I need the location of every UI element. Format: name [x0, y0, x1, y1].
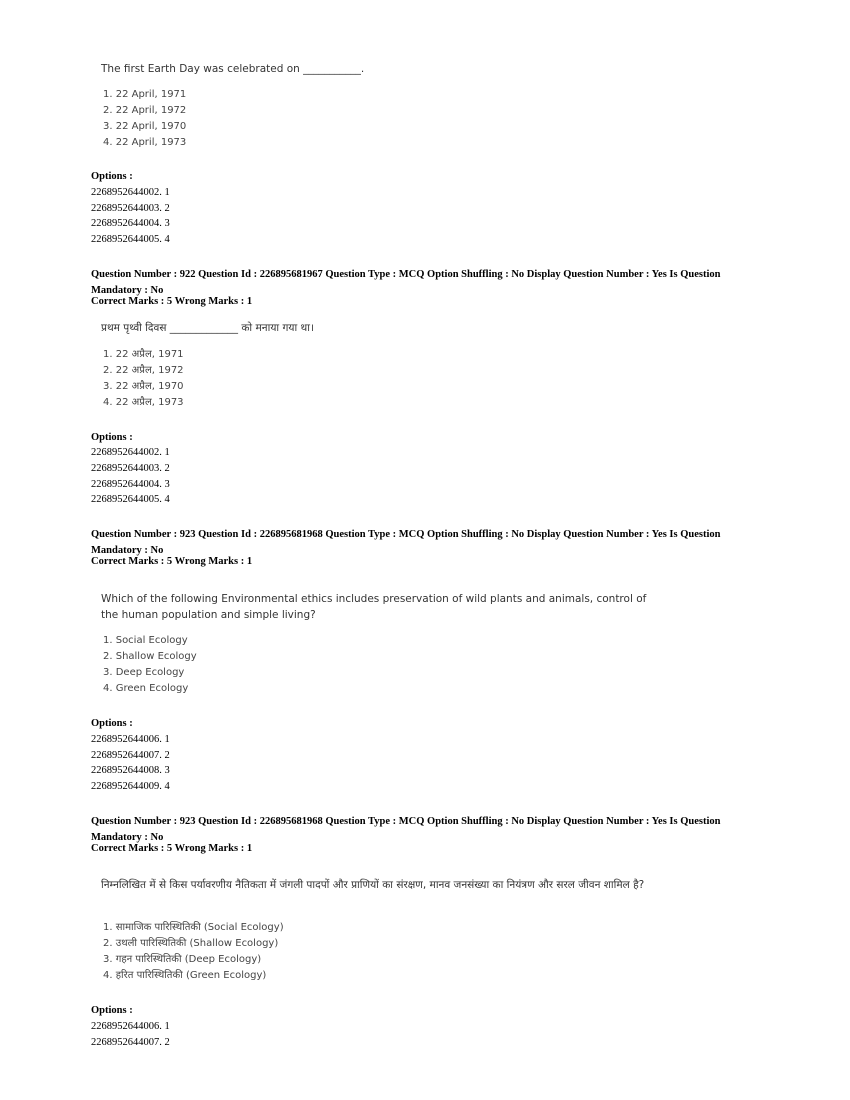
option-id: 2268952644004. 3 — [91, 479, 170, 490]
question-text: The first Earth Day was celebrated on ___________. — [101, 63, 365, 75]
option-id: 2268952644007. 2 — [91, 1037, 170, 1048]
option-id: 2268952644008. 3 — [91, 765, 170, 776]
option-id: 2268952644002. 1 — [91, 187, 170, 198]
option-id: 2268952644007. 2 — [91, 750, 170, 761]
option-id: 2268952644006. 1 — [91, 1021, 170, 1032]
choice-item: 4. 22 April, 1973 — [103, 137, 187, 148]
answer-choices — [103, 347, 184, 411]
marks-line: Correct Marks : 5 Wrong Marks : 1 — [91, 556, 253, 567]
question-meta: Question Number : 923 Question Id : 226895681968 Question Type : MCQ Option Shuffling : No Display Question Number : Yes Is Question Mandatory : No — [91, 529, 721, 556]
question-meta: Question Number : 923 Question Id : 226895681968 Question Type : MCQ Option Shuffling : No Display Question Number : Yes Is Question Mandatory : No — [91, 816, 721, 843]
question-text: निम्नलिखित में से किस पर्यावरणीय नैतिकता में जंगली पादपों और प्राणियों का संरक्षण, मानव जनसंख्या का नियंत्रण और सरल जीवन शामिल है? — [101, 879, 645, 891]
option-id: 2268952644005. 4 — [91, 494, 170, 505]
choice-item: 4. हरित पारिस्थितिकी (Green Ecology) — [103, 970, 267, 981]
question-text: प्रथम पृथ्वी दिवस _____________ को मनाया गया था। — [101, 322, 314, 334]
choice-item: 2. 22 अप्रैल, 1972 — [103, 365, 184, 376]
option-id: 2268952644009. 4 — [91, 781, 170, 792]
choice-item: 3. 22 अप्रैल, 1970 — [103, 381, 184, 392]
question-text: Which of the following Environmental ethics includes preservation of wild plants and animals, control of the human population and simple living? — [101, 593, 647, 621]
options-label: Options : — [91, 1005, 133, 1016]
option-id: 2268952644005. 4 — [91, 234, 170, 245]
choice-item: 3. Deep Ecology — [103, 667, 185, 678]
choice-item: 1. सामाजिक पारिस्थितिकी (Social Ecology) — [103, 922, 284, 933]
choice-item: 3. गहन पारिस्थितिकी (Deep Ecology) — [103, 954, 262, 965]
answer-choices — [103, 920, 284, 984]
choice-item: 2. उथली पारिस्थितिकी (Shallow Ecology) — [103, 938, 279, 949]
marks-line: Correct Marks : 5 Wrong Marks : 1 — [91, 296, 253, 307]
choice-item: 4. 22 अप्रैल, 1973 — [103, 397, 184, 408]
answer-choices — [103, 87, 186, 151]
choice-item: 1. Social Ecology — [103, 635, 188, 646]
choice-item: 2. 22 April, 1972 — [103, 105, 187, 116]
choice-item: 3. 22 April, 1970 — [103, 121, 187, 132]
question-meta: Question Number : 922 Question Id : 226895681967 Question Type : MCQ Option Shuffling : No Display Question Number : Yes Is Question Mandatory : No — [91, 269, 721, 296]
marks-line: Correct Marks : 5 Wrong Marks : 1 — [91, 843, 253, 854]
options-label: Options : — [91, 432, 133, 443]
choice-item: 1. 22 April, 1971 — [103, 89, 187, 100]
option-id: 2268952644003. 2 — [91, 203, 170, 214]
choice-item: 2. Shallow Ecology — [103, 651, 197, 662]
choice-item: 4. Green Ecology — [103, 683, 189, 694]
option-id: 2268952644004. 3 — [91, 218, 170, 229]
option-id: 2268952644003. 2 — [91, 463, 170, 474]
answer-choices — [103, 633, 197, 697]
options-label: Options : — [91, 171, 133, 182]
option-id: 2268952644002. 1 — [91, 447, 170, 458]
options-label: Options : — [91, 718, 133, 729]
option-id: 2268952644006. 1 — [91, 734, 170, 745]
choice-item: 1. 22 अप्रैल, 1971 — [103, 349, 184, 360]
